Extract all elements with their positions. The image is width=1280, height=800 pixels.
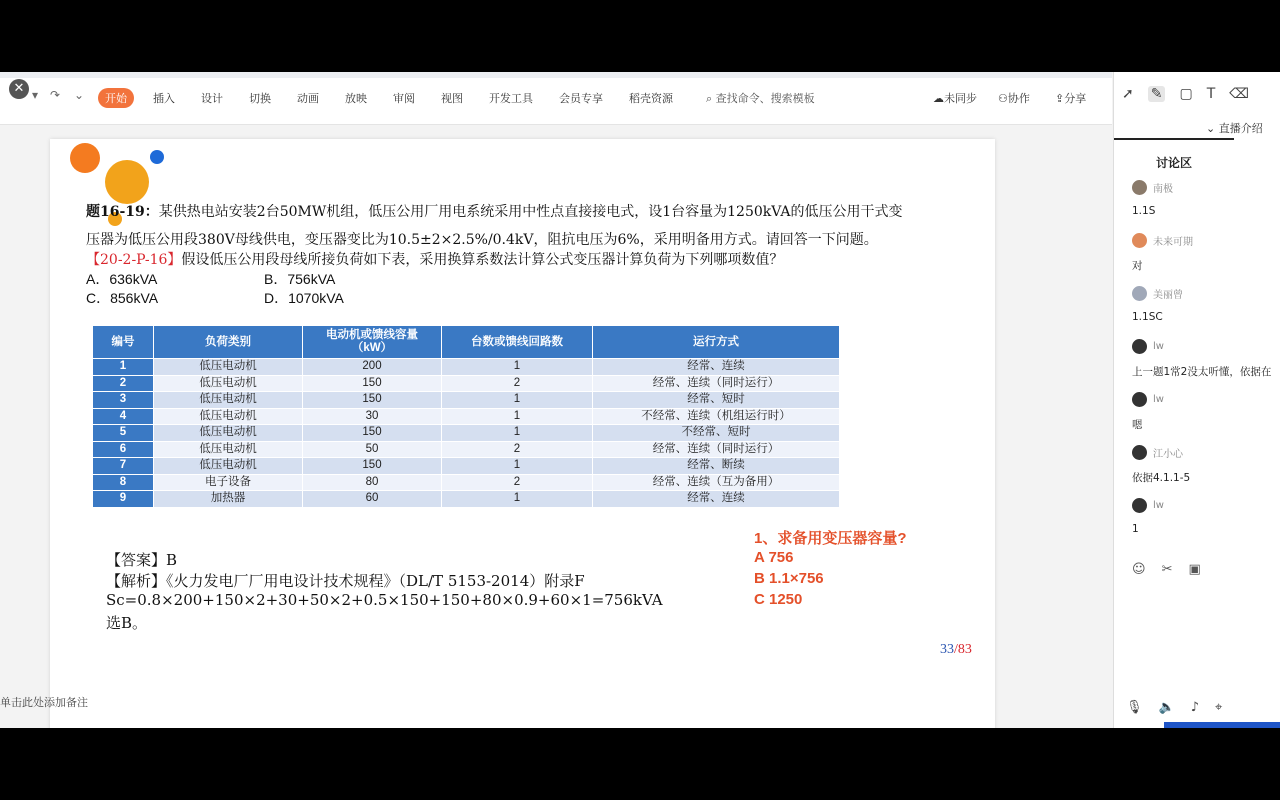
- slide-canvas[interactable]: [50, 139, 995, 728]
- tab-resources[interactable]: 稻壳资源: [629, 92, 673, 105]
- tab-strip: [0, 72, 1112, 78]
- table-row: [93, 359, 840, 376]
- more-icon[interactable]: ⌄: [74, 88, 85, 102]
- table-cell: 9: [93, 491, 154, 508]
- scissors-icon[interactable]: ✂: [1161, 562, 1173, 577]
- sync-button[interactable]: ☁未同步: [933, 92, 977, 105]
- table-cell: 低压电动机: [154, 425, 303, 442]
- col-number: 编号: [93, 326, 154, 359]
- chat-user: [1132, 498, 1280, 513]
- table-cell: 3: [93, 392, 154, 409]
- chat-message: [1132, 392, 1280, 432]
- pen-icon[interactable]: ✎: [1148, 86, 1166, 102]
- share-icon: ⇪: [1055, 92, 1065, 105]
- avatar: [1132, 498, 1147, 513]
- table-cell: 50: [303, 441, 442, 458]
- analysis-text: 【解析】《火力发电厂厂用电设计技术规程》（DL/T 5153-2014）附录F: [106, 572, 585, 590]
- note-option-c: C 1250: [754, 591, 803, 608]
- table-cell: 1: [442, 359, 593, 376]
- table-cell: 低压电动机: [154, 392, 303, 409]
- avatar: [1132, 286, 1147, 301]
- table-cell: 150: [303, 392, 442, 409]
- table-cell: 1: [442, 392, 593, 409]
- chat-message: [1132, 445, 1280, 485]
- redo-icon[interactable]: ↷: [50, 88, 61, 102]
- tab-home[interactable]: 开始: [98, 88, 134, 108]
- table-cell: 200: [303, 359, 442, 376]
- load-table: [92, 325, 840, 508]
- avatar: [1132, 233, 1147, 248]
- chat-message: [1132, 286, 1280, 323]
- chat-username: 未来可期: [1153, 237, 1193, 248]
- tab-transition[interactable]: 切换: [249, 92, 271, 105]
- option-b: B．756kVA: [264, 271, 336, 287]
- ribbon-toolbar: [0, 72, 1112, 125]
- table-cell: 2: [93, 375, 154, 392]
- question-line-3: 【20-2-P-16】假设低压公用段母线所接负荷如下表，采用换算系数法计算公式变压器计算负荷为下列哪项数值？: [86, 252, 784, 268]
- presentation-app: [0, 72, 1280, 728]
- tab-slideshow[interactable]: 放映: [345, 92, 367, 105]
- chat-username: lw: [1153, 394, 1164, 405]
- question-line-1: 题16-19：某供热电站安装2台50MW机组，低压公用厂用电系统采用中性点直接接电式，设1台容量为1250kVA的低压公用干式变: [86, 204, 903, 220]
- table-cell: 经常、连续（同时运行）: [593, 375, 840, 392]
- page-number: 33/83: [940, 642, 972, 657]
- media-controls: [1126, 700, 1222, 715]
- table-cell: 电子设备: [154, 474, 303, 491]
- cloud-icon: ☁: [933, 92, 944, 105]
- progress-bar: [1164, 722, 1280, 728]
- table-cell: 8: [93, 474, 154, 491]
- chat-text: 对: [1132, 260, 1143, 272]
- text-icon[interactable]: T: [1206, 86, 1216, 102]
- table-cell: 不经常、短时: [593, 425, 840, 442]
- table-cell: 经常、连续（互为备用）: [593, 474, 840, 491]
- table-cell: 150: [303, 375, 442, 392]
- tab-view[interactable]: 视图: [441, 92, 463, 105]
- command-search[interactable]: [706, 90, 815, 106]
- table-cell: 1: [442, 408, 593, 425]
- table-cell: 不经常、连续（机组运行时）: [593, 408, 840, 425]
- chat-message: [1132, 339, 1280, 379]
- note-option-b: B 1.1×756: [754, 570, 824, 587]
- selection-text: 选B。: [106, 614, 148, 632]
- table-cell: 1: [93, 359, 154, 376]
- tab-design[interactable]: 设计: [201, 92, 223, 105]
- table-cell: 1: [442, 425, 593, 442]
- tab-member[interactable]: 会员专享: [559, 92, 603, 105]
- discussion-tab[interactable]: 讨论区: [1156, 156, 1193, 170]
- table-cell: 加热器: [154, 491, 303, 508]
- chat-username: lw: [1153, 341, 1164, 352]
- option-d: D．1070kVA: [264, 290, 344, 306]
- chat-user: [1132, 339, 1280, 354]
- table-cell: 150: [303, 458, 442, 475]
- table-row: [93, 408, 840, 425]
- table-cell: 2: [442, 441, 593, 458]
- table-row: [93, 375, 840, 392]
- chat-text: 1.1S: [1132, 205, 1156, 217]
- option-a: A．636kVA: [86, 271, 158, 287]
- chat-user: [1132, 233, 1280, 248]
- chat-user: [1132, 445, 1280, 460]
- table-cell: 2: [442, 375, 593, 392]
- table-cell: 150: [303, 425, 442, 442]
- tab-review[interactable]: 审阅: [393, 92, 415, 105]
- answer-text: 【答案】B: [106, 551, 178, 569]
- table-cell: 7: [93, 458, 154, 475]
- chat-message: [1132, 180, 1280, 217]
- table-cell: 经常、连续: [593, 491, 840, 508]
- question-line-2: 压器为低压公用段380V母线供电，变压器变比为10.5±2×2.5%/0.4kV，阻抗电压为6%，采用明备用方式。请回答一下问题。: [86, 232, 878, 248]
- col-mode: 运行方式: [593, 326, 840, 359]
- table-cell: 80: [303, 474, 442, 491]
- chat-username: lw: [1153, 500, 1164, 511]
- dropdown-icon[interactable]: ▾: [32, 88, 39, 102]
- share-button[interactable]: ⇪分享: [1055, 92, 1087, 105]
- tab-animation[interactable]: 动画: [297, 92, 319, 105]
- mic-icon[interactable]: 🎙: [1126, 700, 1143, 715]
- emoji-icon[interactable]: ☺: [1132, 562, 1146, 577]
- tab-insert[interactable]: 插入: [153, 92, 175, 105]
- table-row: [93, 441, 840, 458]
- table-cell: 低压电动机: [154, 441, 303, 458]
- chat-username: 美丽曾: [1153, 290, 1183, 301]
- table-cell: 4: [93, 408, 154, 425]
- tab-developer[interactable]: 开发工具: [489, 92, 533, 105]
- notes-hint[interactable]: 单击此处添加备注: [0, 696, 88, 709]
- chat-username: 江小心: [1153, 449, 1183, 460]
- table-row: [93, 425, 840, 442]
- table-cell: 低压电动机: [154, 408, 303, 425]
- rectangle-icon[interactable]: ▢: [1179, 86, 1193, 102]
- pointer-icon[interactable]: ➚: [1122, 86, 1134, 102]
- speaker-icon[interactable]: 🔈: [1158, 700, 1175, 715]
- collab-button[interactable]: ⚇协作: [998, 92, 1030, 105]
- chat-message: [1132, 498, 1280, 535]
- music-icon[interactable]: ♪: [1190, 700, 1199, 715]
- note-option-a: A 756: [754, 549, 794, 566]
- table-cell: 经常、短时: [593, 392, 840, 409]
- chat-panel: [1113, 72, 1280, 728]
- avatar: [1132, 445, 1147, 460]
- avatar: [1132, 339, 1147, 354]
- close-icon[interactable]: ✕: [9, 79, 29, 99]
- chat-text: 1.1SC: [1132, 311, 1163, 323]
- table-row: [93, 474, 840, 491]
- chat-tools: [1132, 562, 1201, 577]
- ribbon-menu: [98, 88, 692, 108]
- live-intro-tab[interactable]: ⌄ 直播介绍: [1206, 122, 1263, 135]
- location-icon[interactable]: ⌖: [1215, 700, 1223, 715]
- chat-username: 南极: [1153, 184, 1173, 195]
- chat-text: 嗯: [1132, 419, 1143, 431]
- avatar: [1132, 180, 1147, 195]
- decor-dot: [70, 143, 100, 173]
- chat-user: [1132, 286, 1280, 301]
- col-capacity: 电动机或馈线容量 （kW）: [303, 326, 442, 359]
- table-cell: 1: [442, 458, 593, 475]
- chat-user: [1132, 392, 1280, 407]
- image-icon[interactable]: ▣: [1188, 562, 1201, 577]
- col-count: 台数或馈线回路数: [442, 326, 593, 359]
- table-cell: 1: [442, 491, 593, 508]
- table-header-row: [93, 326, 840, 359]
- table-row: [93, 491, 840, 508]
- search-icon: ⌕: [706, 92, 713, 105]
- table-cell: 30: [303, 408, 442, 425]
- formula-text: Sc=0.8×200+150×2+30+50×2+0.5×150+150+80×0.9+60×1=756kVA: [106, 591, 663, 609]
- note-question: 1、求备用变压器容量?: [754, 530, 907, 547]
- table-cell: 低压电动机: [154, 359, 303, 376]
- chat-message: [1132, 233, 1280, 273]
- table-cell: 60: [303, 491, 442, 508]
- chat-user: [1132, 180, 1280, 195]
- chevron-down-icon: ⌄: [1206, 122, 1216, 135]
- table-cell: 6: [93, 441, 154, 458]
- table-row: [93, 392, 840, 409]
- search-placeholder: 查找命令、搜索模板: [715, 92, 815, 105]
- chat-text: 依据4.1.1-5: [1132, 472, 1191, 484]
- table-cell: 经常、连续: [593, 359, 840, 376]
- table-cell: 5: [93, 425, 154, 442]
- divider: [1114, 138, 1234, 140]
- collab-icon: ⚇: [998, 92, 1008, 105]
- table-cell: 经常、连续（同时运行）: [593, 441, 840, 458]
- table-cell: 低压电动机: [154, 375, 303, 392]
- table-cell: 2: [442, 474, 593, 491]
- decor-dot: [105, 160, 149, 204]
- table-cell: 经常、断续: [593, 458, 840, 475]
- table-row: [93, 458, 840, 475]
- avatar: [1132, 392, 1147, 407]
- chat-text: 上一题1常2没太听懂，依据在: [1132, 366, 1272, 378]
- decor-dot: [150, 150, 164, 164]
- annotation-tools: [1122, 86, 1249, 102]
- option-c: C．856kVA: [86, 290, 159, 306]
- chat-text: 1: [1132, 523, 1139, 535]
- table-cell: 低压电动机: [154, 458, 303, 475]
- col-load-type: 负荷类别: [154, 326, 303, 359]
- eraser-icon[interactable]: ⌫: [1229, 86, 1250, 102]
